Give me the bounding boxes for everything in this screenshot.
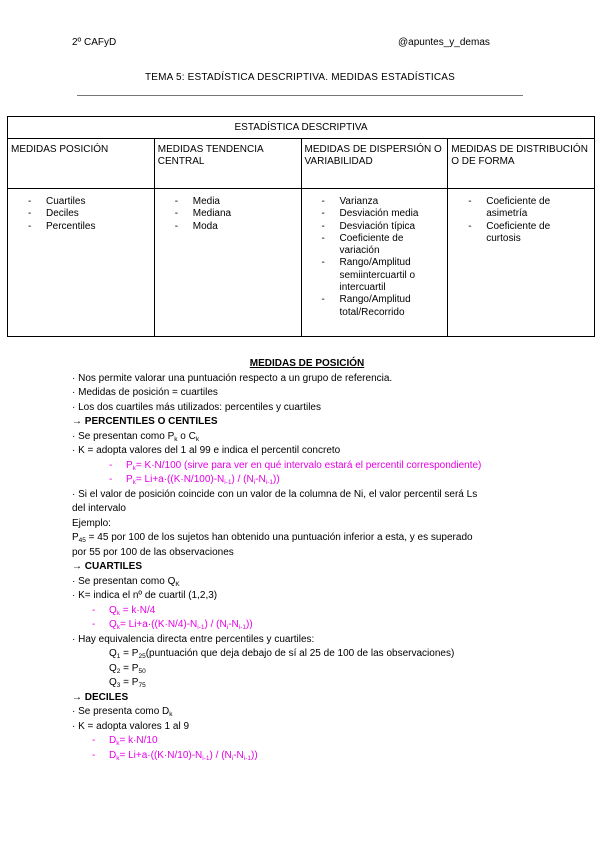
percentile-position-formula: - $P_k= K\cdot N/100$ (sirve para ver en qué intervalo estará el percentil correspondiente)	[109, 459, 482, 472]
list-item: - Coeficiente de variación	[321, 232, 404, 257]
position-measures-section	[72, 357, 542, 763]
intro-line: · Los dos cuartiles más utilizados: percentiles y cuartiles	[72, 401, 321, 413]
column-list-distribution	[448, 189, 595, 337]
percentile-value-formula: - $P_k= Li+a\cdot((K\cdot N/100)-N_{i-1}) / (N_i-N_{i-1})$)	[109, 474, 280, 486]
list-item: - Deciles	[28, 208, 79, 220]
quartiles-title: → CUARTILES	[72, 561, 142, 572]
list-item: - Varianza	[321, 196, 379, 207]
quartiles-k-range: · K= indica el nº de cuartil (1,2,3)	[72, 590, 218, 601]
equivalence-q3: $Q_3 = P_{75}$	[109, 677, 146, 689]
list-item: - Desviación típica	[321, 220, 416, 232]
list-item: - Percentiles	[28, 220, 96, 232]
quartile-value-formula: - $Q_k= Li+a\cdot((K\cdot N/4)-N_{i-1}) / (N_i-N_{i-1})$)	[92, 619, 253, 631]
column-list-position	[8, 189, 155, 337]
list-item: - Rango/Amplitud total/Recorrido	[321, 294, 411, 318]
percentile-note: · Si el valor de posición coincide con un valor de la columna de Ni, el valor percentil será Ls	[72, 488, 478, 500]
list-item: - Moda	[174, 220, 218, 232]
equivalence-q2: $Q_2 = P_{50}$	[109, 662, 146, 675]
list-item: - Desviación media	[321, 208, 419, 220]
column-heading-distribution: MEDIDAS DE DISTRIBUCIÓN O DE FORMA	[448, 139, 595, 189]
percentile-note-cont: del intervalo	[72, 503, 126, 514]
percentiles-k-range: · K = adopta valores del 1 al 99 e indica el percentil concreto	[72, 445, 341, 456]
equivalence-q1: $Q_1$ = $P_{25}(puntuación$ que deja debajo de sí al 25 de 100 de las observaciones)	[109, 648, 455, 660]
column-heading-central-tendency: MEDIDAS TENDENCIA CENTRAL	[154, 139, 301, 189]
overview-table-title: ESTADÍSTICA DESCRIPTIVA	[8, 117, 595, 139]
section-title: MEDIDAS DE POSICIÓN	[249, 358, 365, 369]
column-heading-dispersion: MEDIDAS DE DISPERSIÓN O VARIABILIDAD	[301, 139, 448, 189]
quartile-position-formula: - $Q_k = k\cdot N/4$	[92, 604, 156, 617]
column-heading-position: MEDIDAS POSICIÓN	[8, 139, 155, 189]
header-course: 2º CAFyD	[72, 37, 117, 48]
example-line: $P_{45} = 45$ por 100 de los sujetos han obtenido una puntuación inferior a esta, y es superado	[72, 532, 473, 544]
decile-value-formula: - $D_k= Li+a\cdot((K\cdot N/10)-N_{i-1}) / (N_i-N_{i-1})$)	[92, 749, 258, 762]
intro-line: · Nos permite valorar una puntuación respecto a un grupo de referencia.	[72, 372, 393, 384]
list-item: - Rango/Amplitud semiintercuartil o intercuartil	[321, 257, 416, 294]
deciles-k-range: · K = adopta valores 1 al 9	[72, 720, 190, 732]
column-list-central-tendency	[154, 189, 301, 337]
deciles-title: → DECILES	[72, 691, 129, 703]
list-item: - Cuartiles	[28, 196, 86, 207]
list-item: - Mediana	[174, 208, 232, 220]
page-title: TEMA 5: ESTADÍSTICA DESCRIPTIVA. MEDIDAS ESTADÍSTICAS	[144, 72, 456, 83]
list-item: - Media	[174, 196, 220, 207]
column-list-dispersion	[301, 189, 448, 337]
percentiles-title: → PERCENTILES O CENTILES	[72, 416, 218, 427]
list-item: - Coeficiente de asimetría	[468, 196, 551, 220]
title-divider	[77, 95, 523, 96]
example-line-cont: por 55 por 100 de las observaciones	[72, 546, 234, 558]
deciles-notation: · Se presenta como $D_k$	[72, 706, 173, 718]
list-item: - Coeficiente de curtosis	[468, 220, 551, 244]
percentiles-notation: · Se presentan como $P_k$ o $C_k$	[72, 430, 200, 443]
overview-table	[7, 116, 595, 337]
quartiles-notation: · Se presentan como $Q_K$	[72, 575, 180, 588]
equivalence-line: · Hay equivalencia directa entre percentiles y cuartiles:	[72, 633, 315, 645]
intro-line: · Medidas de posición = cuartiles	[72, 387, 218, 398]
decile-position-formula: - $D_k= k\cdot N/10$	[92, 735, 158, 747]
header-handle: @apuntes_y_demas	[398, 37, 490, 48]
example-label: Ejemplo:	[72, 517, 111, 529]
